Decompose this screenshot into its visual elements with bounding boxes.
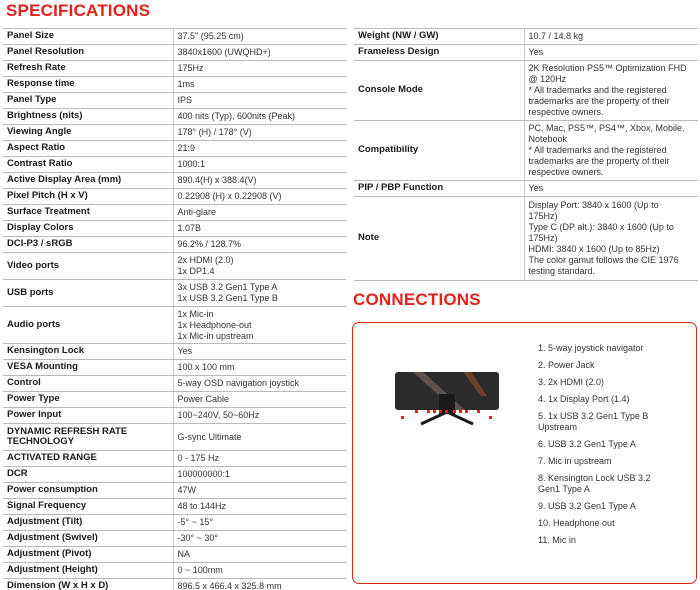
spec-value: -5° ~ 15° [173, 515, 346, 531]
spec-row [3, 141, 346, 157]
spec-row [3, 307, 346, 344]
spec-value: 0 ~ 100mm [173, 563, 346, 579]
spec-label: Power Input [3, 408, 173, 424]
port-marker [427, 410, 430, 413]
spec-value: Power Cable [173, 392, 346, 408]
connection-item: 3. 2x HDMI (2.0) [538, 377, 605, 387]
spec-row [354, 181, 698, 197]
spec-value: Yes [524, 181, 698, 197]
spec-value: G-sync Ultimate [173, 424, 346, 451]
spec-label: Adjustment (Swivel) [3, 531, 173, 547]
spec-row [354, 45, 698, 61]
spec-row [3, 467, 346, 483]
spec-row [3, 579, 346, 590]
spec-value: 10.7 / 14.8 kg [524, 29, 698, 45]
spec-value: 890.4(H) x 388.4(V) [173, 173, 346, 189]
spec-row [3, 515, 346, 531]
spec-label: Signal Frequency [3, 499, 173, 515]
spec-label: Audio ports [3, 307, 173, 344]
spec-label: Control [3, 376, 173, 392]
connection-item: 8. Kensington Lock USB 3.2 Gen1 Type A [538, 473, 651, 494]
spec-row [3, 253, 346, 280]
port-marker [433, 410, 436, 413]
port-marker [415, 410, 418, 413]
spec-row [3, 408, 346, 424]
connection-item: 2. Power Jack [538, 360, 595, 370]
spec-value: 1.07B [173, 221, 346, 237]
spec-value: 2K Resolution PS5™ Optimization FHD @ 120Hz * All trademarks and the registered trademarks are the property of their respective owners. [524, 61, 698, 121]
spec-label: Video ports [3, 253, 173, 280]
spec-value: Display Port: 3840 x 1600 (Up to 175Hz) Type C (DP alt.): 3840 x 1600 (Up to 175Hz) HDMI: 3840 x 1600 (Up to 85Hz) The color gamut follows the CIE 1976 testing standard. [524, 197, 698, 281]
spec-row [3, 205, 346, 221]
spec-label: Adjustment (Pivot) [3, 547, 173, 563]
spec-value: 1000:1 [173, 157, 346, 173]
spec-row [3, 280, 346, 307]
spec-value: 1x Mic-in 1x Headphone-out 1x Mic-in upstream [173, 307, 346, 344]
connection-item: 4. 1x Display Port (1.4) [538, 394, 630, 404]
spec-label: Power consumption [3, 483, 173, 499]
spec-label: Adjustment (Height) [3, 563, 173, 579]
spec-value: Anti-glare [173, 205, 346, 221]
spec-value: -30° ~ 30° [173, 531, 346, 547]
spec-row [3, 93, 346, 109]
spec-value: 48 to 144Hz [173, 499, 346, 515]
spec-value: IPS [173, 93, 346, 109]
spec-value: 100 x 100 mm [173, 360, 346, 376]
port-marker [445, 410, 448, 413]
port-marker [459, 410, 462, 413]
port-marker [489, 416, 492, 419]
spec-label: DCR [3, 467, 173, 483]
right-spec-table [354, 28, 698, 281]
specifications-title: SPECIFICATIONS [6, 1, 151, 20]
port-marker [465, 410, 468, 413]
spec-label: Power Type [3, 392, 173, 408]
spec-row [3, 237, 346, 253]
spec-label: USB ports [3, 280, 173, 307]
port-marker [477, 410, 480, 413]
spec-value: 37.5" (95.25 cm) [173, 29, 346, 45]
spec-label: DCI-P3 / sRGB [3, 237, 173, 253]
spec-row [3, 451, 346, 467]
spec-row [3, 221, 346, 237]
spec-value: Yes [173, 344, 346, 360]
spec-row [3, 125, 346, 141]
spec-label: Aspect Ratio [3, 141, 173, 157]
port-marker [453, 410, 456, 413]
spec-row [3, 360, 346, 376]
spec-label: Kensington Lock [3, 344, 173, 360]
spec-label: Console Mode [354, 61, 524, 121]
spec-value: 21:9 [173, 141, 346, 157]
spec-value: 96.2% / 128.7% [173, 237, 346, 253]
connection-item: 9. USB 3.2 Gen1 Type A [538, 501, 636, 511]
connection-item: 10. Headphone out [538, 518, 615, 528]
spec-label: Frameless Design [354, 45, 524, 61]
spec-row [3, 109, 346, 125]
connection-item: 6. USB 3.2 Gen1 Type A [538, 439, 636, 449]
spec-label: PIP / PBP Function [354, 181, 524, 197]
spec-row [3, 547, 346, 563]
spec-value: Yes [524, 45, 698, 61]
spec-value: 100~240V, 50~60Hz [173, 408, 346, 424]
spec-value: 178° (H) / 178° (V) [173, 125, 346, 141]
spec-row [3, 344, 346, 360]
spec-row [3, 563, 346, 579]
spec-value: 400 nits (Typ), 600nits (Peak) [173, 109, 346, 125]
spec-row [3, 424, 346, 451]
spec-label: Pixel Pitch (H x V) [3, 189, 173, 205]
spec-label: Note [354, 197, 524, 281]
spec-value: 0 - 175 Hz [173, 451, 346, 467]
spec-row [3, 45, 346, 61]
spec-value: NA [173, 547, 346, 563]
spec-row [3, 531, 346, 547]
spec-value: 1ms [173, 77, 346, 93]
spec-row [3, 189, 346, 205]
spec-label: Dimension (W x H x D) [3, 579, 173, 590]
spec-value: 47W [173, 483, 346, 499]
spec-value: 2x HDMI (2.0) 1x DP1.4 [173, 253, 346, 280]
port-marker [439, 410, 442, 413]
spec-value: 3840x1600 (UWQHD+) [173, 45, 346, 61]
spec-value: 3x USB 3.2 Gen1 Type A 1x USB 3.2 Gen1 Type B [173, 280, 346, 307]
spec-label: Active Display Area (mm) [3, 173, 173, 189]
spec-row [3, 483, 346, 499]
spec-label: Panel Size [3, 29, 173, 45]
spec-label: Panel Resolution [3, 45, 173, 61]
connections-title: CONNECTIONS [353, 290, 481, 309]
spec-value: 100000000:1 [173, 467, 346, 483]
connection-item: 11. Mic in [538, 535, 576, 545]
spec-row [354, 197, 698, 281]
spec-row [354, 29, 698, 45]
spec-label: Display Colors [3, 221, 173, 237]
spec-row [3, 61, 346, 77]
spec-row [354, 61, 698, 121]
spec-label: Contrast Ratio [3, 157, 173, 173]
spec-row [3, 499, 346, 515]
spec-value: PC, Mac, PS5™, PS4™, Xbox, Mobile, Notebook * All trademarks and the registered trademarks are the property of their respective owners. [524, 121, 698, 181]
spec-value: 175Hz [173, 61, 346, 77]
spec-value: 5-way OSD navigation joystick [173, 376, 346, 392]
spec-label: Response time [3, 77, 173, 93]
spec-value: 0.22908 (H) x 0.22908 (V) [173, 189, 346, 205]
connections-list [538, 343, 688, 552]
port-marker [401, 416, 404, 419]
spec-row [3, 173, 346, 189]
connection-item: 5. 1x USB 3.2 Gen1 Type B Upstream [538, 411, 649, 432]
spec-label: Weight (NW / GW) [354, 29, 524, 45]
left-spec-table [3, 28, 346, 590]
spec-label: Surface Treatment [3, 205, 173, 221]
spec-label: ACTIVATED RANGE [3, 451, 173, 467]
spec-row [354, 121, 698, 181]
spec-label: Compatibility [354, 121, 524, 181]
connection-item: 7. Mic in upstream [538, 456, 612, 466]
spec-label: Brightness (nits) [3, 109, 173, 125]
spec-label: Refresh Rate [3, 61, 173, 77]
monitor-rear-illustration [393, 366, 503, 428]
spec-label: Adjustment (Tilt) [3, 515, 173, 531]
spec-value: 896.5 x 466.4 x 325.8 mm [173, 579, 346, 590]
spec-label: DYNAMIC REFRESH RATE TECHNOLOGY [3, 424, 173, 451]
connection-item: 1. 5-way joystick navigator [538, 343, 644, 353]
spec-label: VESA Mounting [3, 360, 173, 376]
spec-row [3, 77, 346, 93]
spec-row [3, 376, 346, 392]
spec-row [3, 392, 346, 408]
spec-row [3, 29, 346, 45]
spec-label: Panel Type [3, 93, 173, 109]
spec-row [3, 157, 346, 173]
spec-label: Viewing Angle [3, 125, 173, 141]
